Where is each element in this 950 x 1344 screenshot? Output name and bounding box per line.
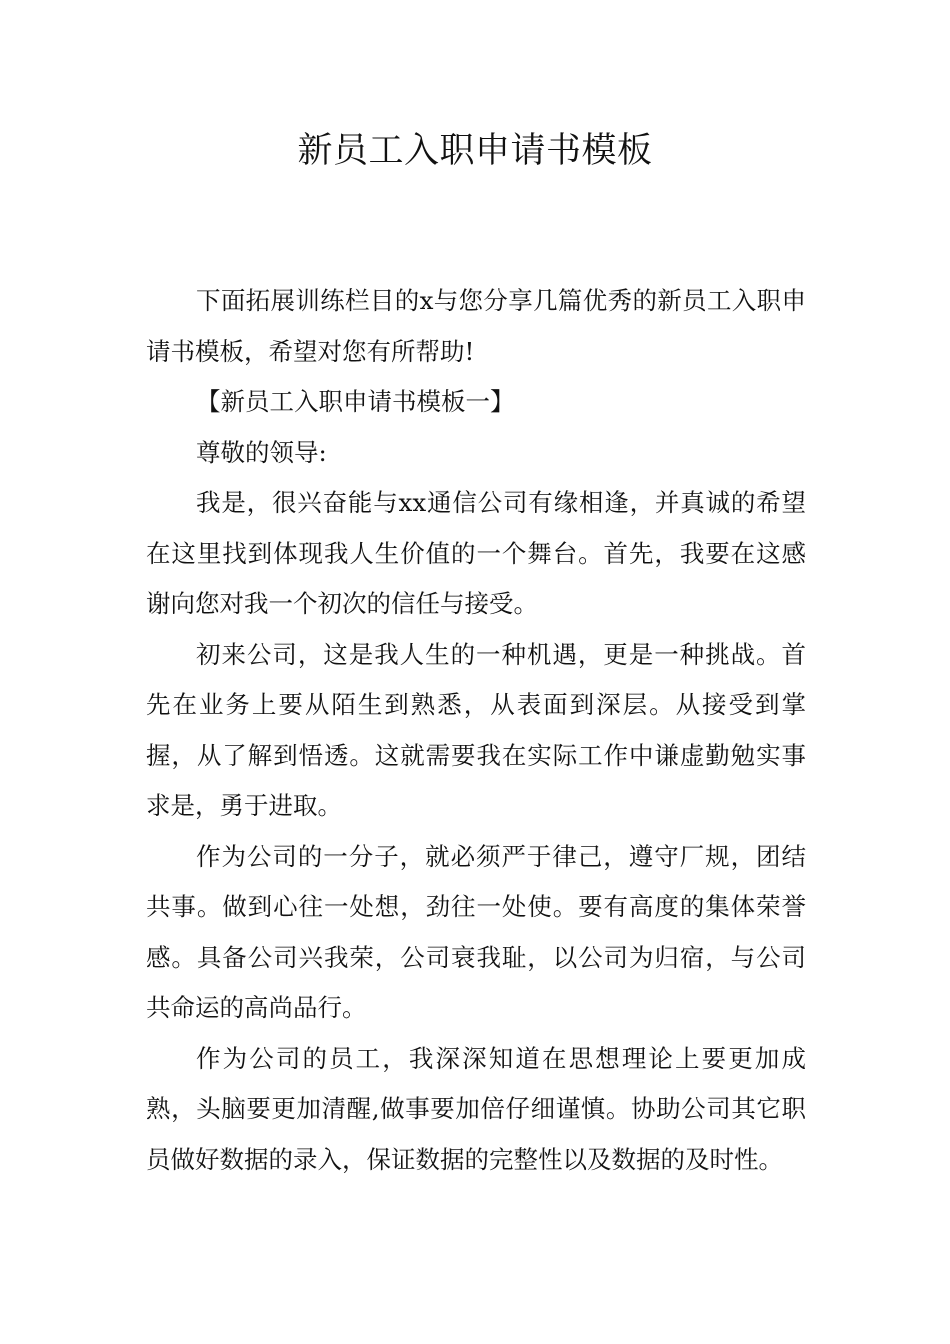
document-body bbox=[146, 276, 806, 1185]
paragraph-intro: 下面拓展训练栏目的x与您分享几篇优秀的新员工入职申请书模板，希望对您有所帮助! bbox=[146, 286, 806, 366]
paragraph-section-heading: 【新员工入职申请书模板一】 bbox=[196, 387, 515, 416]
paragraph-body: 作为公司的一分子，就必须严于律己，遵守厂规，团结共事。做到心往一处想，劲往一处使。要有高度的集体荣誉感。具备公司兴我荣，公司衰我耻，以公司为归宿，与公司共命运的高尚品行。 bbox=[146, 841, 806, 1022]
paragraph-salutation: 尊敬的领导: bbox=[196, 437, 327, 467]
document-title: 新员工入职申请书模板 bbox=[297, 131, 653, 171]
paragraph-body: 我是，很兴奋能与xx通信公司有缘相逢，并真诚的希望在这里找到体现我人生价值的一个舞台。首先，我要在这感谢向您对我一个初次的信任与接受。 bbox=[146, 488, 806, 618]
paragraph-body: 作为公司的员工，我深深知道在思想理论上要更加成熟，头脑要更加清醒,做事要加倍仔细谨慎。协助公司其它职员做好数据的录入，保证数据的完整性以及数据的及时性。 bbox=[146, 1043, 806, 1174]
paragraph-body: 初来公司，这是我人生的一种机遇，更是一种挑战。首先在业务上要从陌生到熟悉，从表面到深层。从接受到掌握，从了解到悟透。这就需要我在实际工作中谦虚勤勉实事求是，勇于进取。 bbox=[146, 639, 806, 820]
